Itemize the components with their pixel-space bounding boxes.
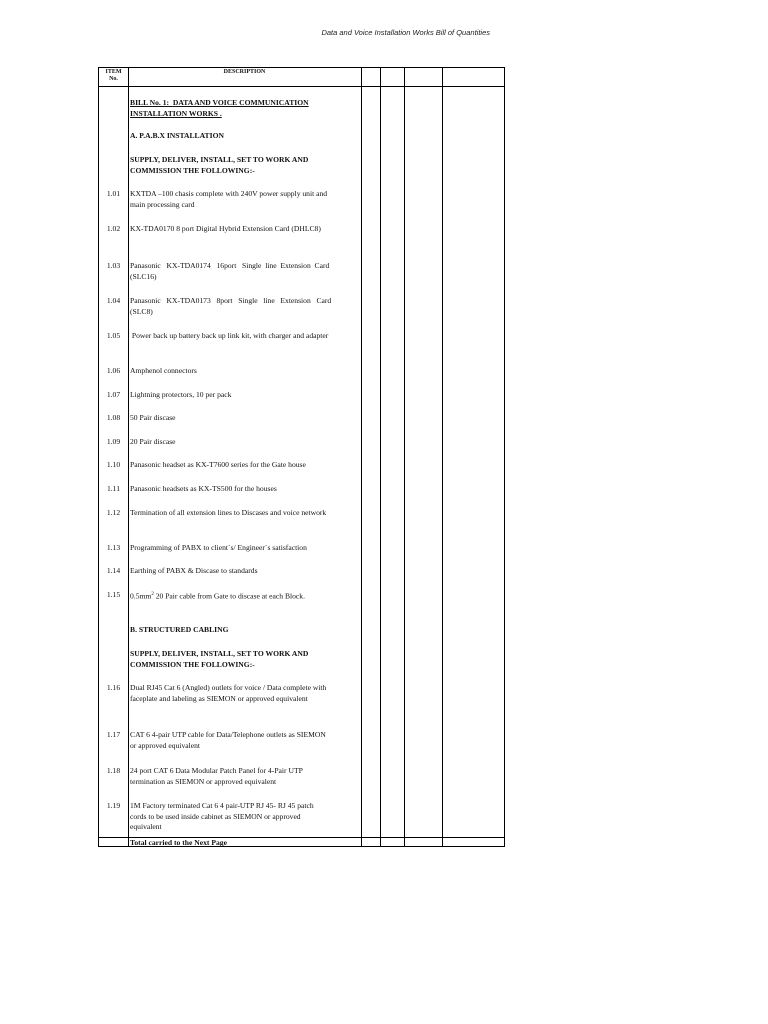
column-divider xyxy=(380,68,381,846)
total-carried-label: Total carried to the Next Page xyxy=(130,838,227,847)
bill-of-quantities-table: ITEM No. DESCRIPTION BILL No. 1: DATA AND VOICE COMMUNICATION INSTALLATION WORKS . A. P.A.B.X INSTALLATION SUPPLY, DELIVER, INSTALL, SET TO WORK AND COMMISSION THE FOLLOWING:- 1.01 KXTDA –100 chasis complete with 240V power supply unit and main processing card 1.02 KX-TDA0170 8 port Digital Hybrid Extension Card (DHLC8) 1.03 Panasonic KX-TDA0174 16port Single line Extension Card (SLC16) 1.04 Panasonic KX-TDA0173 8port Single line Extension Card (SLC8) 1.05 Power back up battery back up link kit, with charger and adapter 1.06 Amphenol connectors 1.07 Lightning protectors, 10 per pack 1.08 50 Pair discase 1.09 20 Pair discase 1.10 Panasonic headset as KX-T7600 series for the Gate house 1.11 Panasonic headsets as KX-TS500 for the houses 1.12 Termination of all extension lines to Discases and voice network 1.13 Programming of PABX to client`s/ Engineer`s satisfaction 1.14 Earthing of PABX & Discase to standards 1.15 $0.5mm^2$ 20 Pair cable from Gate to discase at each Block. B. STRUCTURED CABLING SUPPLY, DELIVER, INSTALL, SET TO WORK AND COMMISSION THE FOLLOWING:- 1.16 Dual RJ45 Cat 6 (Angled) outlets for voice / Data complete with faceplate and labeling as SIEMON or approved equivalent 1.17 CAT 6 4-pair UTP cable for Data/Telephone outlets as SIEMON or approved equivalent 1.18 24 port CAT 6 Data Modular Patch Panel for 4-Pair UTP termination as SIEMON or approved equivalent 1.19 1M Factory terminated Cat 6 4 pair-UTP RJ 45- RJ 45 patch cords to be used inside cabinet as SIEMON or approved equivalent Total carried to the Next Page xyxy=(98,67,505,847)
column-divider xyxy=(361,68,362,846)
column-divider xyxy=(442,68,443,846)
header-divider xyxy=(99,86,504,87)
column-divider xyxy=(404,68,405,846)
item-no-header: ITEM No. xyxy=(105,69,122,82)
page-header: Data and Voice Installation Works Bill of Quantities xyxy=(321,28,490,37)
description-header: DESCRIPTION xyxy=(223,69,266,75)
column-divider xyxy=(128,68,129,846)
